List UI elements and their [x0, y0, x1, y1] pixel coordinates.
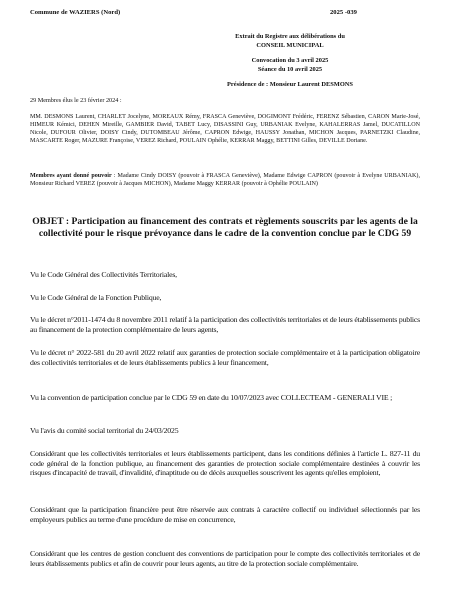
paragraph: Vu le décret n° 2022-581 du 20 avril 2022 relatif aux garanties de protection sociale complémentaire et à la participation obligatoire des collectivités territoriales et de leurs établissements publics à leur financement, — [30, 348, 420, 367]
paragraph: Considérant que les centres de gestion concluent des conventions de participation pour le compte des collectivités territoriales et de leurs établissements publics et afin de couvrir pour leurs agents, au titre de la protection sociale complémentaire. — [30, 549, 420, 568]
paragraph: Considérant que la participation financière peut être réservée aux contrats à caractère collectif ou individuel sélectionnés par les employeurs publics au terme d'une procédure de mise en concurrence, — [30, 505, 420, 524]
proxies-text: : Madame Cindy DOISY (pouvoir à FRASCA Geneviève), Madame Edwige CAPRON (pouvoir à Evelyne URBANIAK), Monsieur Richard VEREZ (pouvoir à Jacques MICHON), Madame Maggy KERRAR (pouvoir à Ophélie POULAIN) — [30, 173, 420, 187]
seance-date: Séance du 10 avril 2025 — [257, 65, 323, 73]
presidence: Présidence de : Monsieur Laurent DESMONS — [227, 81, 353, 89]
paragraph: Considérant que les collectivités territoriales et leurs établissements participent, dans les conditions définies à l'article L. 827-11 du code général de la fonction publique, au financement des garanties de protection sociale complémentaire destinées à couvrir les risques d'incapacité de travail, d'invalidité, d'inaptitude ou de décès auxquelles souscrivent les agents qu'elles emploient, — [30, 449, 420, 478]
paragraph: Vu l'avis du comité social territorial du 24/03/2025 — [30, 426, 179, 435]
members-intro: 29 Membres élus le 23 février 2024 : — [30, 97, 122, 104]
paragraph: Vu le décret n°2011-1474 du 8 novembre 2011 relatif à la participation des collectivités territoriales et de leurs établissements publics au financement de la protection complémentaire de leurs agents, — [30, 315, 420, 334]
extract-block — [200, 33, 380, 90]
proxies-label: Membres ayant donné pouvoir — [30, 173, 112, 179]
members-list: MM. DESMONS Laurent, CHARLET Jocelyne, MOREAUX Rémy, FRASCA Geneviève, DOGIMONT Frédéric, FERENZ Sébastien, CARON Marie-José, HIMEUR Kémici, DEHEN Mireille, GAMBIER David, TABET Lucy, DISASSINI Guy, URBANIAK Evelyne, KAHALERRAS Jamel, DUCATILLON Nicole, DUFOUR Olivier, DOISY Cindy, DUTOMBEAU Jérôme, CAPRON Edwige, HAUSSY Jonathan, MICHON Jacques, PARNETZKI Claudine, MASCARTE Roger, MAZURE Françoise, VEREZ Richard, POULAIN Ophélie, KERRAR Maggy, BETTINI Gilles, DEVILLE Doriane. — [30, 114, 420, 144]
paragraph: Vu la convention de participation conclue par le CDG 59 en date du 10/07/2023 avec COLLECTEAM - GENERALI VIE ; — [30, 393, 393, 402]
proxies-paragraph — [30, 172, 420, 188]
paragraph: Vu le Code Général des Collectivités Territoriales, — [30, 270, 177, 279]
commune-name: Commune de WAZIERS (Nord) — [30, 9, 121, 16]
deliberation-reference: 2025 -039 — [330, 9, 357, 16]
extract-line-2: CONSEIL MUNICIPAL — [256, 41, 324, 49]
extract-line-1: Extrait du Registre aux délibérations du — [235, 33, 345, 40]
paragraph: Vu le Code Général de la Fonction Publique, — [30, 293, 162, 302]
objet-title: OBJET : Participation au financement des contrats et règlements souscrits par les agents de la collectivité pour le risque prévoyance dans le cadre de la convention conclue par le CDG 59 — [32, 216, 418, 240]
convocation-date: Convocation du 3 avril 2025 — [251, 57, 329, 65]
